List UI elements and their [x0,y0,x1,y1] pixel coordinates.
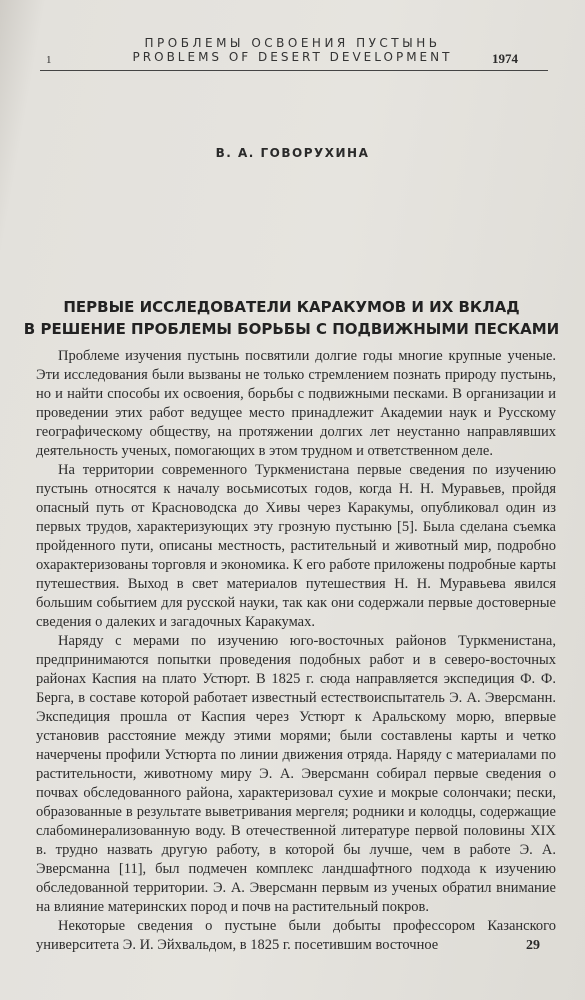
article-author: В. А. ГОВОРУХИНА [215,146,370,160]
paragraph: Проблеме изучения пустынь посвятили долгие годы многие крупные ученые. Эти исследования были вызваны не только стремлением познать природу пустынь, но и найти способы их освоения, борьбы с подвижными песками. В организации и проведении этих работ ведущее место принадлежит Академии наук и Русскому географическому обществу, на протяжении долгих лет неустанно направлявших деятельность ученых, помогающих в этом трудном и ответственном деле. [36,348,556,459]
journal-title-ru: ПРОБЛЕМЫ ОСВОЕНИЯ ПУСТЫНЬ [144,36,441,50]
title-line: ПЕРВЫЕ ИССЛЕДОВАТЕЛИ КАРАКУМОВ И ИХ ВКЛАД [63,298,520,316]
paragraph: Наряду с мерами по изучению юго-восточных районов Туркменистана, предпринимаются попытки проведения подобных работ и в северо-восточных районах Каспия на плато Устюрт. В 1825 г. сюда направляется экспедиция Ф. Ф. Берга, в составе которой работает известный естествоиспытатель Э. А. Эверсманн. Экспедиция прошла от Каспия через Устюрт к Аральскому морю, впервые установив расстояние между этими морями; были составлены карты и четко начерчены профили Устюрта по линии движения отряда. Наряду с материалами по растительности, животному миру Э. А. Эверсманн собирал первые сведения о почвах обследованного района, характеризовал сухие и мокрые солончаки; пески, образованные в результате выветривания мергеля; родники и колодцы, содержащие слабоминерализованную воду. В отечественной литературе первой половины XIX в. трудно назвать другую работу, в которой бы лучше, чем в работе Э. А. Эверсманна [11], был подмечен комплекс ландшафтного подхода к изучению обследованной территории. Э. А. Эверсманн первым из ученых обратил внимание на влияние материнских пород и почв на растительный покров. [36,633,556,915]
article-body [36,347,556,955]
journal-title-en: PROBLEMS OF DESERT DEVELOPMENT [132,50,453,64]
title-line: В РЕШЕНИЕ ПРОБЛЕМЫ БОРЬБЫ С ПОДВИЖНЫМИ ПЕСКАМИ [23,320,560,338]
page-number: 29 [526,938,540,953]
journal-header [0,30,585,82]
header-rule [40,70,548,71]
journal-year: 1974 [492,51,518,66]
paragraph: Некоторые сведения о пустыне были добыты профессором Казанского университета Э. И. Эйхвальдом, в 1825 г. посетившим восточное [36,918,556,953]
article-title [14,296,569,340]
volume-number: 1 [46,54,52,66]
paragraph: На территории современного Туркменистана первые сведения по изучению пустынь относятся к началу восьмисотых годов, когда Н. Н. Муравьев, пройдя опасный путь от Красноводска до Хивы через Каракумы, опубликовал один из первых трудов, характеризующих эту грозную пустыню [5]. Была сделана съемка пройденного пути, описаны местность, растительный и животный мир, подробно охарактеризованы торговля и экономика. К его работе приложены подробные карты путешествия. Выход в свет материалов путешествия Н. Н. Муравьева явился большим событием для русской науки, так как они содержали первые достоверные сведения о далеких и загадочных Каракумах. [36,462,556,630]
